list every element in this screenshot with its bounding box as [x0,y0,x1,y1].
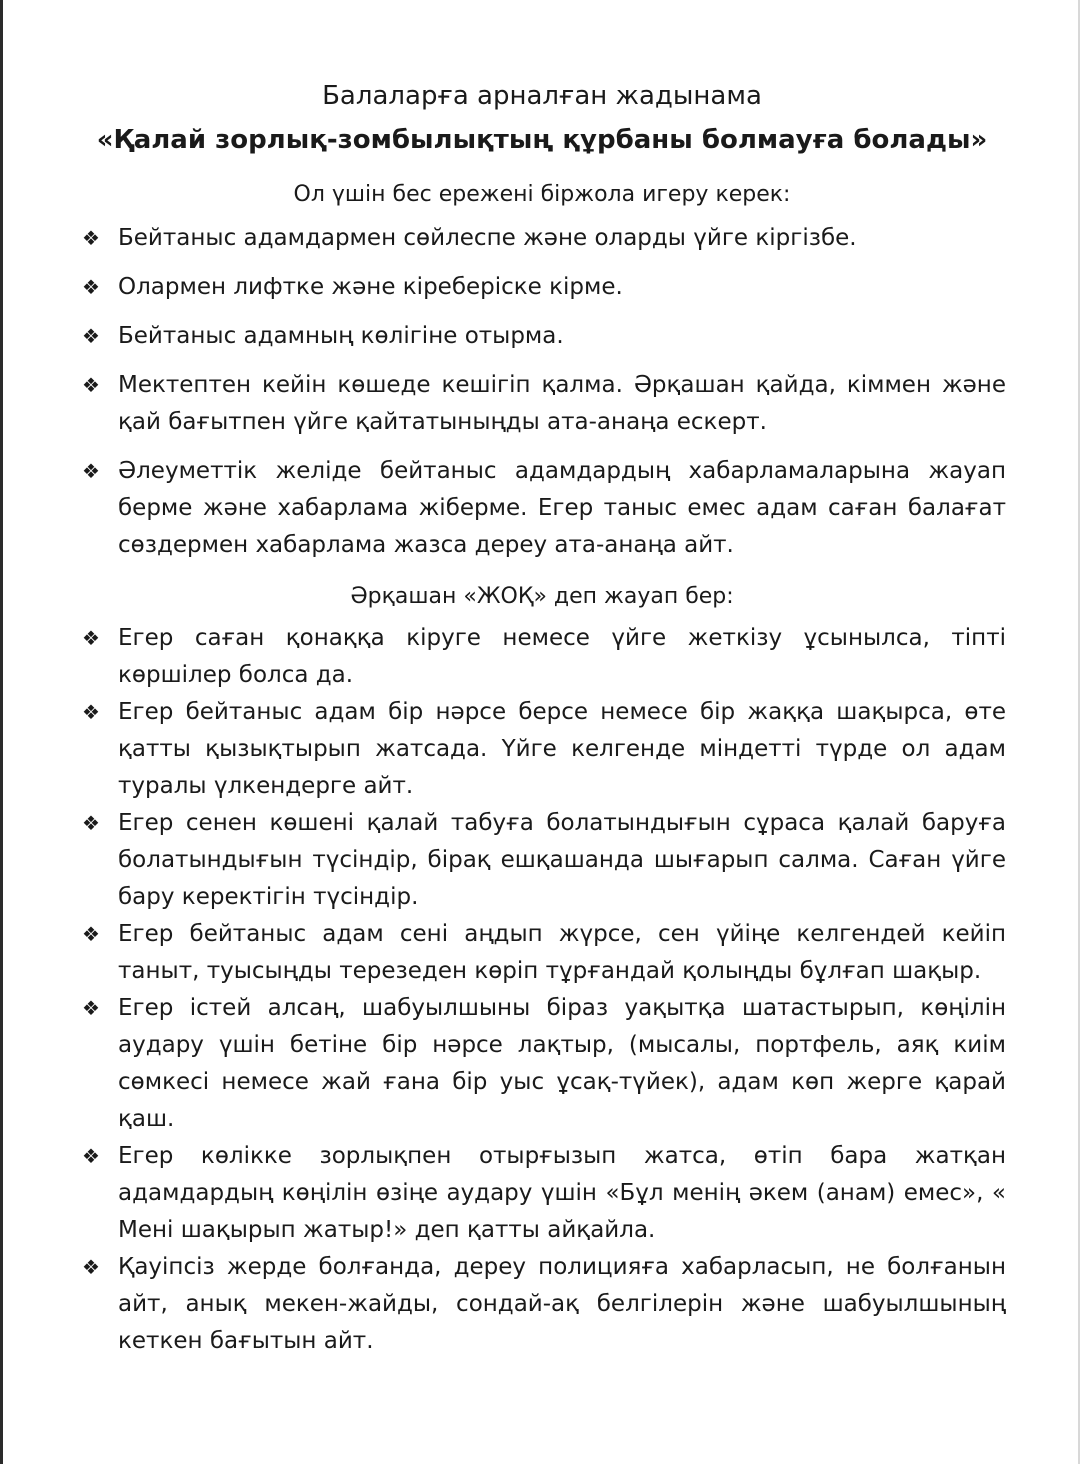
diamond-bullet-icon: ❖ [82,811,100,835]
list-item [78,620,1006,694]
list-item-text: Егер саған қонаққа кіруге немесе үйге жеткізу ұсынылса, тіпті көршілер болса да. [118,625,1006,688]
document-title: Балаларға арналған жадынама [322,81,762,111]
diamond-bullet-icon: ❖ [82,459,100,483]
document-subtitle: «Қалай зорлық-зомбылықтың құрбаны болмауға болады» [96,125,988,155]
diamond-bullet-icon: ❖ [82,324,100,348]
say-no-list [78,620,1006,1360]
scan-left-edge [0,0,3,1464]
list-item [78,453,1006,564]
list-item-text: Егер бейтаныс адам сені аңдып жүрсе, сен үйіңе келгендей кейіп таныт, туысыңды терезеден көріп тұрғандай қолыңды бұлғап шақыр. [118,921,1006,984]
list-item [78,694,1006,805]
list-item-text: Бейтаныс адамның көлігіне отырма. [118,323,564,349]
diamond-bullet-icon: ❖ [82,373,100,397]
diamond-bullet-icon: ❖ [82,626,100,650]
list-item-text: Егер сенен көшені қалай табуға болатындығын сұраса қалай баруға болатындығын түсіндір, бірақ ешқашанда шығарып салма. Саған үйге бару керектігін түсіндір. [118,810,1006,910]
section-heading-say-no: Әрқашан «ЖОҚ» деп жауап бер: [350,584,734,609]
list-item-text: Қауіпсіз жерде болғанда, дереу полицияға хабарласып, не болғанын айт, анық мекен-жайды, сондай-ақ белгілерін және шабуылшының кеткен бағытын айт. [118,1254,1006,1354]
diamond-bullet-icon: ❖ [82,922,100,946]
diamond-bullet-icon: ❖ [82,1144,100,1168]
list-item-text: Әлеуметтік желіде бейтаныс адамдардың хабарламаларына жауап берме және хабарлама жіберме. Егер таныс емес адам саған балағат сөздермен хабарлама жазса дереу ата-анаңа айт. [118,458,1006,558]
list-item [78,220,1006,257]
list-item [78,367,1006,441]
diamond-bullet-icon: ❖ [82,275,100,299]
rules-list [78,220,1006,564]
list-item-text: Олармен лифтке және кіреберіске кірме. [118,274,623,300]
list-item [78,318,1006,355]
list-item-text: Егер бейтаныс адам бір нәрсе берсе немесе бір жаққа шақырса, өте қатты қызықтырып жатсада. Үйге келгенде міндетті түрде ол адам туралы үлкендерге айт. [118,699,1006,799]
list-item-text: Бейтаныс адамдармен сөйлеспе және оларды үйге кіргізбе. [118,225,857,251]
list-item [78,990,1006,1138]
list-item-text: Егер істей алсаң, шабуылшыны біраз уақытқа шатастырып, көңілін аудару үшін бетіне бір нәрсе лақтыр, (мысалы, портфель, аяқ киім сөмкесі немесе жай ғана бір уыс ұсақ-түйек), адам көп жерге қарай қаш. [118,995,1006,1132]
list-item [78,269,1006,306]
list-item [78,1138,1006,1249]
document-page [78,74,1006,1360]
diamond-bullet-icon: ❖ [82,996,100,1020]
list-item-text: Мектептен кейін көшеде кешігіп қалма. Әрқашан қайда, кіммен және қай бағытпен үйге қайтатыныңды ата-анаңа ескерт. [118,372,1006,435]
list-item [78,805,1006,916]
list-item [78,1249,1006,1360]
diamond-bullet-icon: ❖ [82,700,100,724]
diamond-bullet-icon: ❖ [82,1255,100,1279]
list-item-text: Егер көлікке зорлықпен отырғызып жатса, өтіп бара жатқан адамдардың көңілін өзіңе аудару үшін «Бұл менің әкем (анам) емес», « Мені шақырып жатыр!» деп қатты айқайла. [118,1143,1006,1243]
diamond-bullet-icon: ❖ [82,226,100,250]
list-item [78,916,1006,990]
section-heading-rules: Ол үшін бес ережені біржола игеру керек: [293,182,791,207]
